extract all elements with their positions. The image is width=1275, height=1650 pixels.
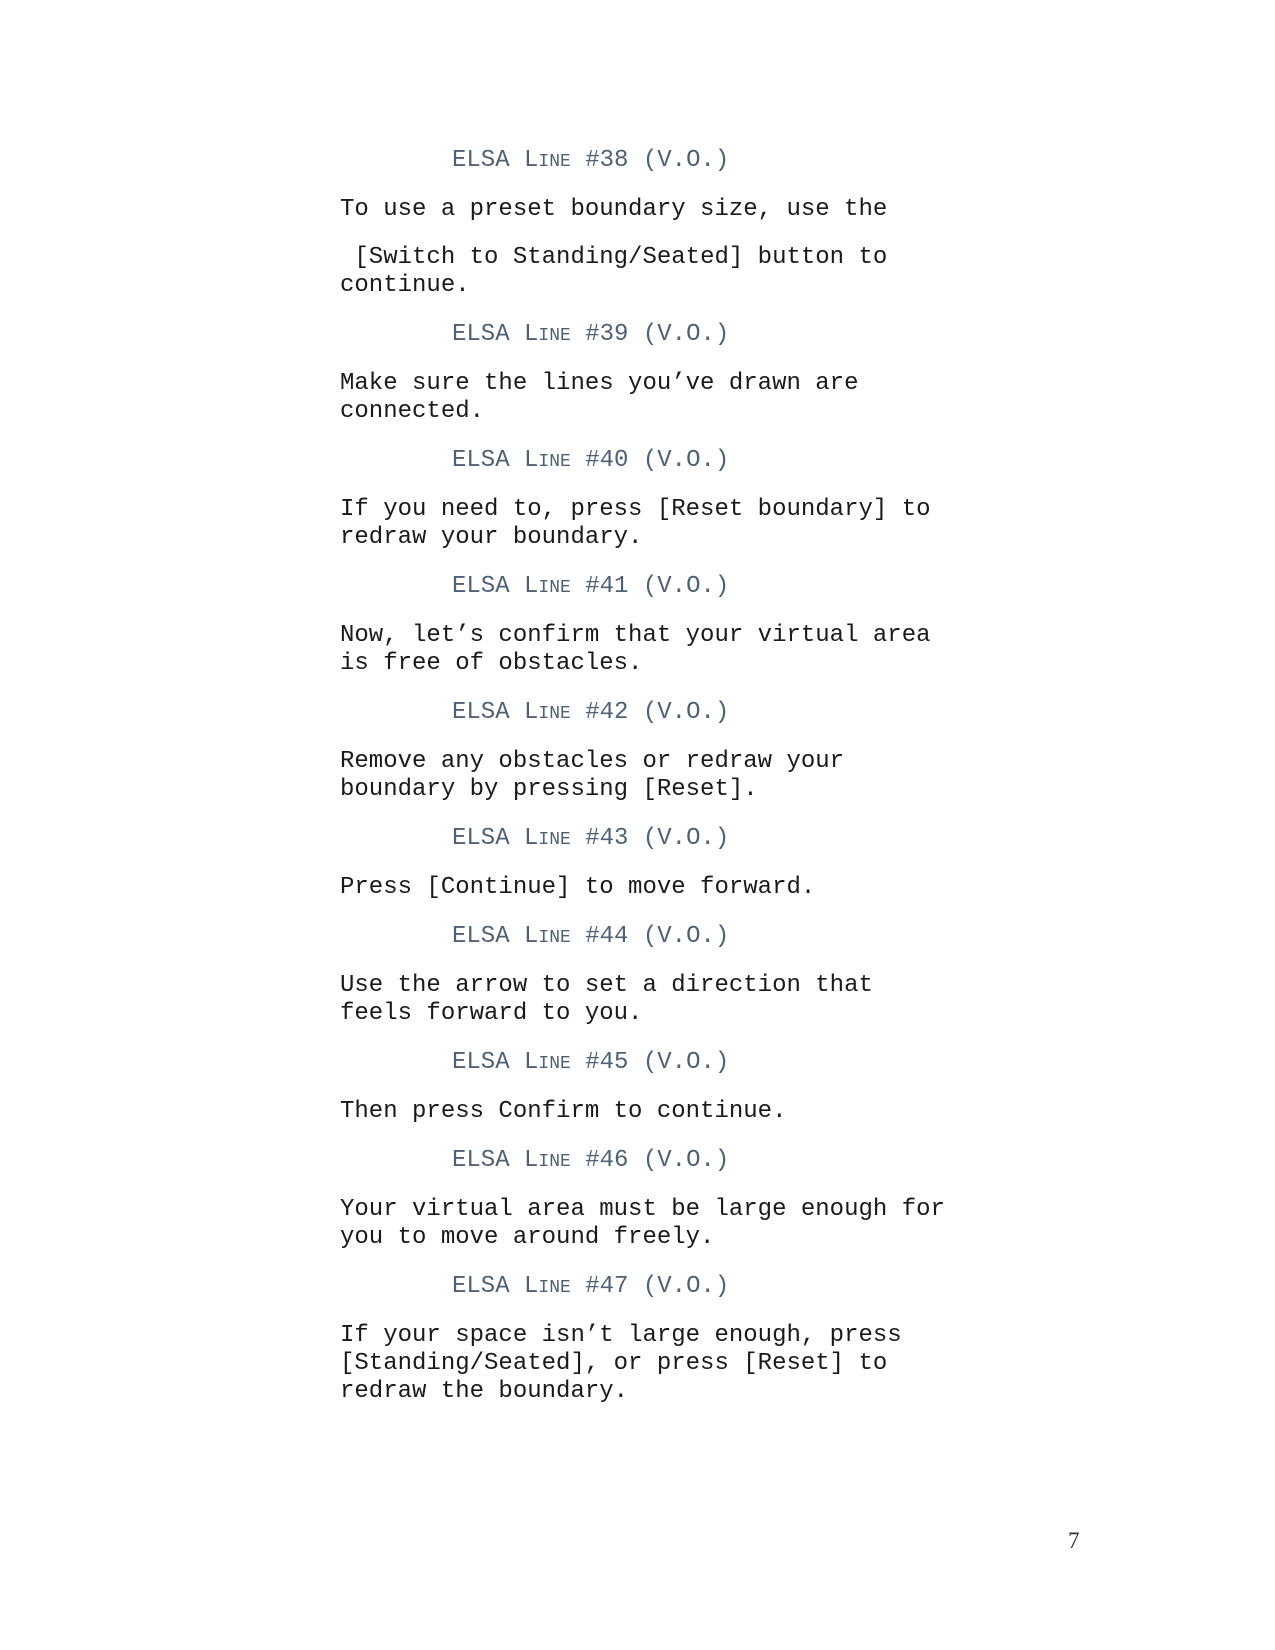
line-number: #41	[585, 573, 629, 600]
voice-over-extension: (V.O.)	[642, 923, 730, 950]
line-number: #47	[585, 1273, 629, 1300]
character-name: ELSA	[452, 1147, 510, 1174]
voice-over-extension: (V.O.)	[642, 1147, 730, 1174]
line-word-first: L	[524, 699, 539, 726]
dialogue-paragraph: Make sure the lines you’ve drawn are connected.	[340, 370, 859, 425]
line-word-rest: INE	[538, 452, 571, 472]
character-name: ELSA	[452, 147, 510, 174]
line-word-first: L	[524, 573, 539, 600]
voice-over-extension: (V.O.)	[642, 825, 730, 852]
character-cue	[452, 1147, 980, 1175]
voice-over-extension: (V.O.)	[642, 447, 730, 474]
line-number: #43	[585, 825, 629, 852]
dialogue-block	[340, 196, 980, 300]
voice-over-extension: (V.O.)	[642, 1273, 730, 1300]
page-number: 7	[1068, 1528, 1080, 1553]
line-number: #42	[585, 699, 629, 726]
line-number: #38	[585, 147, 629, 174]
character-cue	[452, 573, 980, 601]
dialogue-block	[340, 748, 980, 804]
character-cue	[452, 699, 980, 727]
dialogue-block	[340, 370, 980, 426]
dialogue-block	[340, 622, 980, 678]
line-word-rest: INE	[538, 928, 571, 948]
character-name: ELSA	[452, 447, 510, 474]
character-name: ELSA	[452, 321, 510, 348]
line-word-first: L	[524, 1147, 539, 1174]
line-word-first: L	[524, 923, 539, 950]
character-cue	[452, 825, 980, 853]
dialogue-paragraph: To use a preset boundary size, use the	[340, 196, 888, 223]
character-name: ELSA	[452, 699, 510, 726]
dialogue-paragraph: Use the arrow to set a direction that feels forward to you.	[340, 972, 873, 1027]
line-word-rest: INE	[538, 704, 571, 724]
line-word-first: L	[524, 447, 539, 474]
dialogue-paragraph: Your virtual area must be large enough for you to move around freely.	[340, 1196, 945, 1251]
character-cue	[452, 1049, 980, 1077]
line-word-rest: INE	[538, 1054, 571, 1074]
dialogue-block	[340, 1322, 980, 1406]
character-name: ELSA	[452, 1049, 510, 1076]
line-word-rest: INE	[538, 152, 571, 172]
dialogue-block	[340, 496, 980, 552]
dialogue-paragraph: Now, let’s confirm that your virtual area is free of obstacles.	[340, 622, 931, 677]
line-word-rest: INE	[538, 326, 571, 346]
line-number: #45	[585, 1049, 629, 1076]
character-cue	[452, 321, 980, 349]
script-body	[340, 147, 980, 1427]
line-number: #44	[585, 923, 629, 950]
character-name: ELSA	[452, 573, 510, 600]
voice-over-extension: (V.O.)	[642, 573, 730, 600]
line-number: #46	[585, 1147, 629, 1174]
line-word-first: L	[524, 825, 539, 852]
character-cue	[452, 923, 980, 951]
voice-over-extension: (V.O.)	[642, 699, 730, 726]
line-word-rest: INE	[538, 1152, 571, 1172]
dialogue-paragraph: If your space isn’t large enough, press [Standing/Seated], or press [Reset] to redraw the boundary.	[340, 1322, 902, 1405]
line-word-first: L	[524, 1273, 539, 1300]
dialogue-paragraph: Remove any obstacles or redraw your boundary by pressing [Reset].	[340, 748, 845, 803]
dialogue-paragraph: If you need to, press [Reset boundary] to redraw your boundary.	[340, 496, 931, 551]
dialogue-block	[340, 874, 980, 902]
character-name: ELSA	[452, 825, 510, 852]
line-word-first: L	[524, 147, 539, 174]
character-cue	[452, 147, 980, 175]
dialogue-paragraph: Then press Confirm to continue.	[340, 1098, 787, 1125]
line-word-rest: INE	[538, 830, 571, 850]
line-number: #39	[585, 321, 629, 348]
voice-over-extension: (V.O.)	[642, 1049, 730, 1076]
voice-over-extension: (V.O.)	[642, 147, 730, 174]
dialogue-block	[340, 1098, 980, 1126]
line-word-first: L	[524, 1049, 539, 1076]
character-name: ELSA	[452, 923, 510, 950]
character-name: ELSA	[452, 1273, 510, 1300]
dialogue-block	[340, 1196, 980, 1252]
dialogue-block	[340, 972, 980, 1028]
voice-over-extension: (V.O.)	[642, 321, 730, 348]
line-word-rest: INE	[538, 578, 571, 598]
line-word-rest: INE	[538, 1278, 571, 1298]
line-number: #40	[585, 447, 629, 474]
character-cue	[452, 1273, 980, 1301]
line-word-first: L	[524, 321, 539, 348]
dialogue-paragraph: Press [Continue] to move forward.	[340, 874, 816, 901]
dialogue-paragraph: [Switch to Standing/Seated] button to continue.	[340, 244, 888, 299]
character-cue	[452, 447, 980, 475]
